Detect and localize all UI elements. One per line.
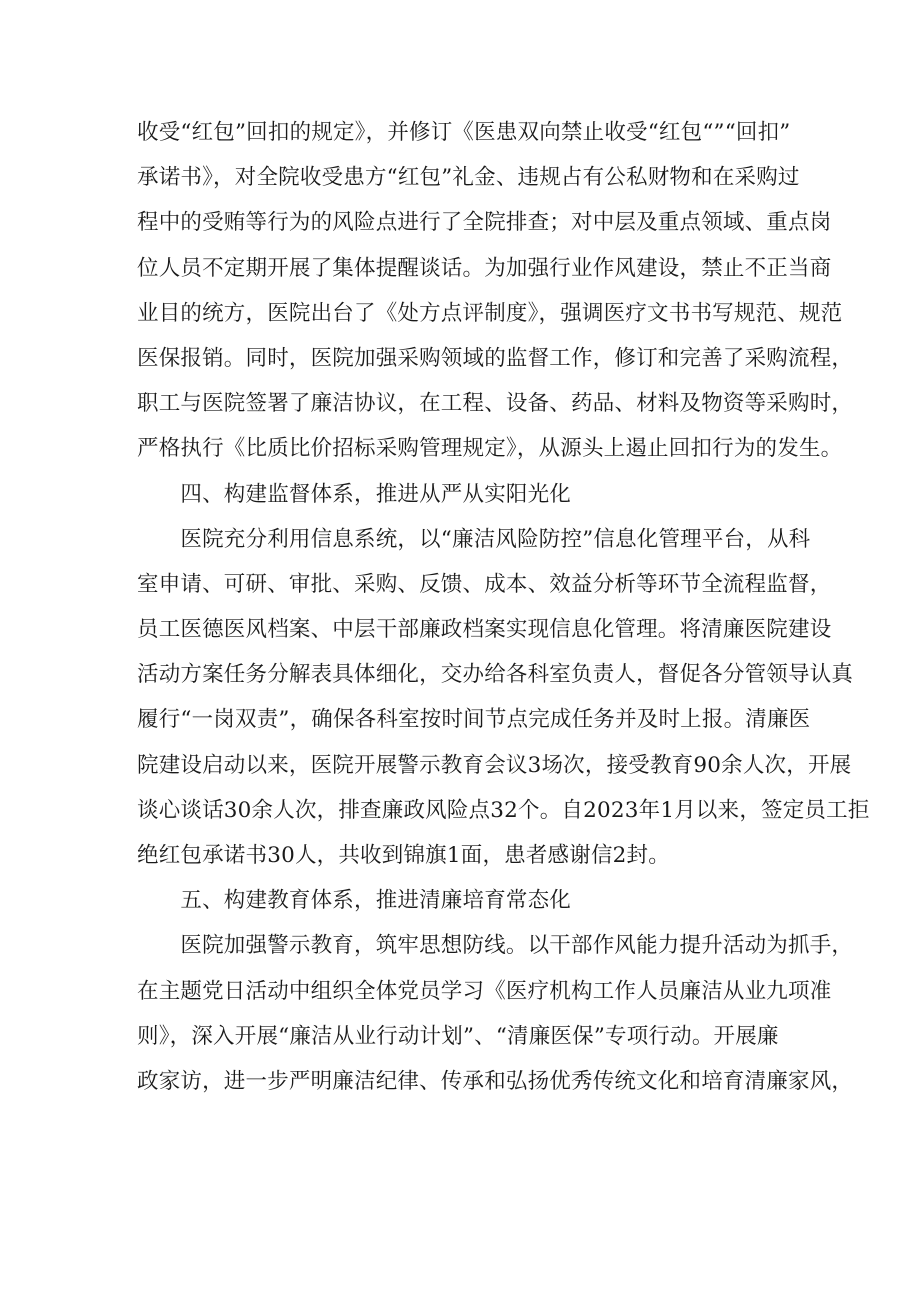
text-line: 医保报销。同时，医院加强采购领域的监督工作，修订和完善了采购流程， [137, 345, 854, 371]
document-body [137, 110, 870, 1104]
text-line: 业目的统方，医院出台了《处方点评制度》，强调医疗文书书写规范、规范 [137, 300, 843, 326]
text-line: 职工与医院签署了廉洁协议，在工程、设备、药品、材料及物资等采购时， [137, 391, 854, 417]
text-line: 院建设启动以来，医院开展警示教育会议3场次，接受教育90余人次，开展 [137, 752, 852, 778]
section-heading: 五、构建教育体系，推进清廉培育常态化 [137, 888, 572, 914]
text-line: 严格执行《比质比价招标采购管理规定》，从源头上遏止回扣行为的发生。 [137, 436, 843, 462]
section-heading: 四、构建监督体系，推进从严从实阳光化 [137, 481, 572, 507]
text-line: 室申请、可研、审批、采购、反馈、成本、效益分析等环节全流程监督， [137, 571, 832, 597]
text-line: 位人员不定期开展了集体提醒谈话。为加强行业作风建设，禁止不正当商 [137, 255, 832, 281]
text-line: 履行“一岗双责”，确保各科室按时间节点完成任务并及时上报。清廉医 [137, 707, 811, 733]
text-line: 政家访，进一步严明廉洁纪律、传承和弘扬优秀传统文化和培育清廉家风， [137, 1068, 854, 1094]
text-line: 医院加强警示教育，筑牢思想防线。以干部作风能力提升活动为抓手， [137, 933, 854, 959]
text-line: 谈心谈话30余人次，排查廉政风险点32个。自2023年1月以来，签定员工拒 [137, 797, 870, 823]
text-line: 在主题党日活动中组织全体党员学习《医疗机构工作人员廉洁从业九项准 [137, 978, 832, 1004]
text-line: 员工医德医风档案、中层干部廉政档案实现信息化管理。将清廉医院建设 [137, 617, 832, 643]
text-line: 则》，深入开展“廉洁从业行动计划”、“清廉医保”专项行动。开展廉 [137, 1023, 779, 1049]
text-line: 程中的受贿等行为的风险点进行了全院排查；对中层及重点领域、重点岗 [137, 210, 832, 236]
text-line: 活动方案任务分解表具体细化，交办给各科室负责人，督促各分管领导认真 [137, 662, 854, 688]
text-line: 收受“红包”回扣的规定》，并修订《医患双向禁止收受“红包“”“回扣” [137, 120, 791, 145]
text-line: 医院充分利用信息系统，以“廉洁风险防控”信息化管理平台，从科 [137, 526, 811, 552]
text-line: 承诺书》，对全院收受患方“红包”礼金、违规占有公私财物和在采购过 [137, 165, 800, 191]
text-line: 绝红包承诺书30人，共收到锦旗1面，患者感谢信2封。 [137, 843, 670, 868]
